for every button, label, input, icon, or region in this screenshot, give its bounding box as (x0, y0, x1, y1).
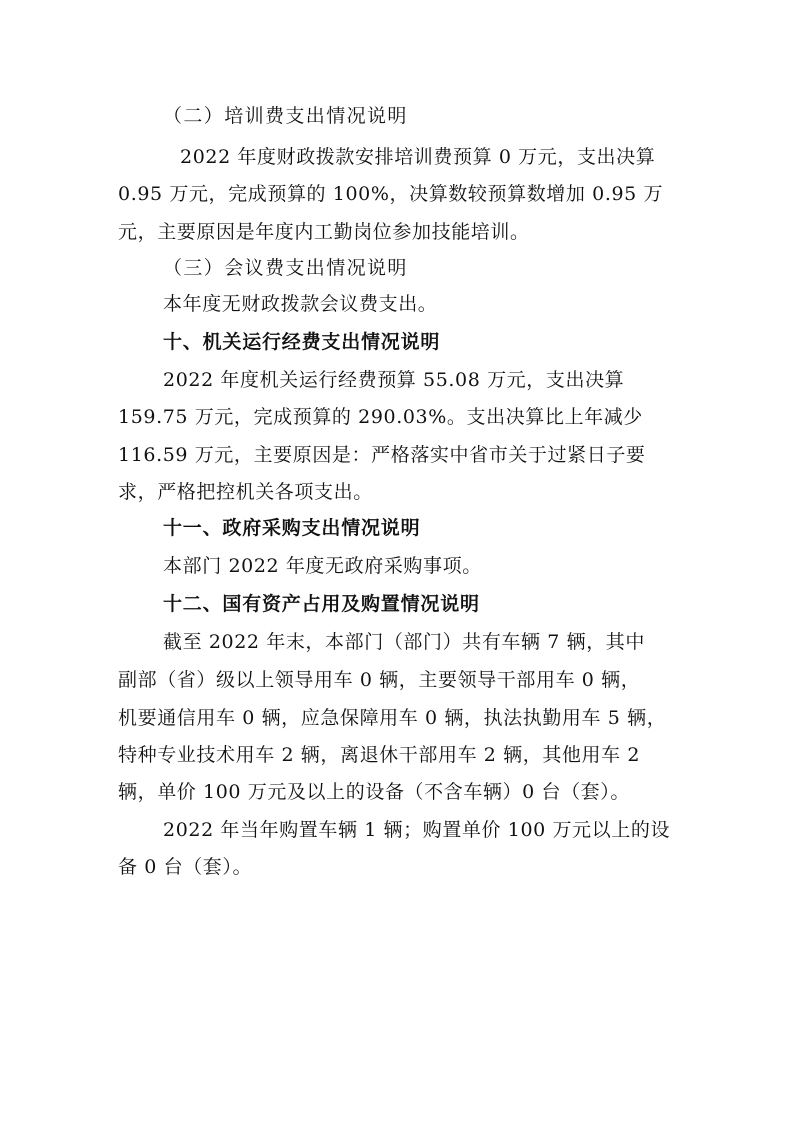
training-heading: （二）培训费支出情况说明 (163, 105, 408, 127)
paragraph-line: 2022 年当年购置车辆 1 辆；购置单价 100 万元以上的设 (163, 819, 671, 841)
paragraph-line: 元，主要原因是年度内工勤岗位参加技能培训。 (118, 221, 530, 243)
paragraph-line: 2022 年度机关运行经费预算 55.08 万元，支出决算 (163, 369, 625, 391)
paragraph-line: 辆，单价 100 万元及以上的设备（不含车辆）0 台（套）。 (118, 781, 630, 803)
paragraph-line: 116.59 万元，主要原因是：严格落实中省市关于过紧日子要 (118, 444, 646, 466)
paragraph-line: 特种专业技术用车 2 辆，离退休干部用车 2 辆，其他用车 2 (118, 744, 641, 766)
paragraph-line: 截至 2022 年末，本部门（部门）共有车辆 7 辆，其中 (163, 631, 646, 653)
paragraph-line: 2022 年度财政拨款安排培训费预算 0 万元，支出决算 (180, 146, 656, 168)
paragraph-line: 本年度无财政拨款会议费支出。 (163, 293, 438, 315)
paragraph-line: 求，严格把控机关各项支出。 (118, 481, 373, 503)
section-ten-heading: 十、机关运行经费支出情况说明 (163, 331, 441, 353)
section-twelve-heading: 十二、国有资产占用及购置情况说明 (163, 593, 480, 615)
paragraph-line: 副部（省）级以上领导用车 0 辆，主要领导干部用车 0 辆， (118, 669, 641, 691)
paragraph-line: 0.95 万元，完成预算的 100%，决算数较预算数增加 0.95 万 (118, 183, 664, 205)
paragraph-line: 备 0 台（套）。 (118, 856, 253, 878)
paragraph-line: 159.75 万元，完成预算的 290.03%。支出决算比上年减少 (118, 406, 643, 428)
paragraph-line: 机要通信用车 0 辆，应急保障用车 0 辆，执法执勤用车 5 辆， (118, 707, 667, 729)
meeting-heading: （三）会议费支出情况说明 (163, 257, 408, 279)
section-eleven-heading: 十一、政府采购支出情况说明 (163, 517, 421, 539)
paragraph-line: 本部门 2022 年度无政府采购事项。 (163, 555, 482, 577)
